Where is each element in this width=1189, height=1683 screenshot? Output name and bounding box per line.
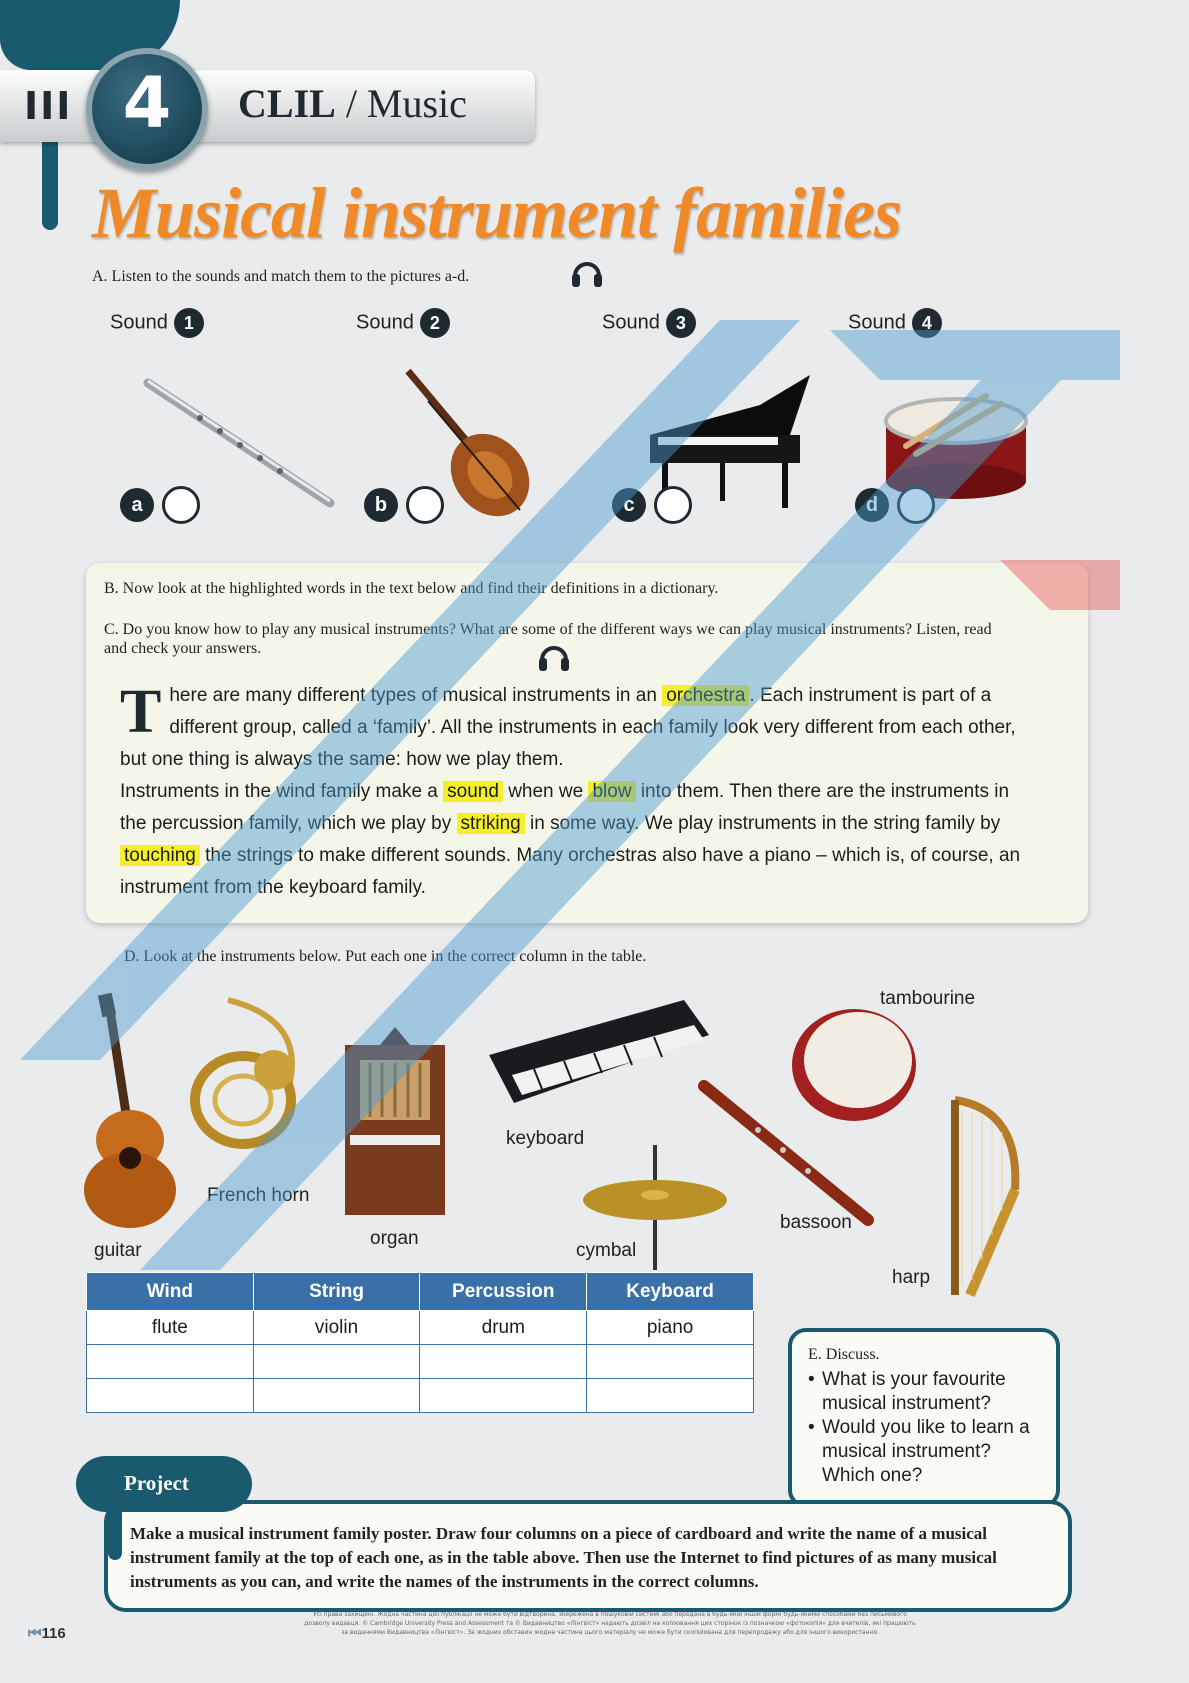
label-french-horn: French horn (207, 1185, 310, 1206)
letter-c: c (612, 488, 646, 522)
copyright-notice: Усі права захищені. Жодна частина цієї публікації не може бути відтворена, збережена в пошуковій системі або передана в будь-якій іншій формі будь-якими способами без письмового дозволу видавця. © Cambridge University Press and Assessment та © Видавництво «Лінгвіст» надають дозвіл на копіювання цих сторінок із позначкою «фотокопія» для вчителів, які працюють за виданнями Видавництва «Лінгвіст». За жодних обставин жодна частина цього матеріалу не може бути скопійована для перепродажу або для іншого використання. (304, 1611, 916, 1636)
label-tambourine: tambourine (880, 988, 976, 1009)
label-guitar: guitar (94, 1240, 142, 1261)
highlight-touching: touching (120, 845, 200, 866)
letter-b: b (364, 488, 398, 522)
keyboard-image (484, 995, 714, 1115)
project-text: Make a musical instrument family poster. Draw four columns on a piece of cardboard and write the name of a musical instrument family at the top of each one, as in the table above. Then use the Internet to find pictures of as many musical instruments as you can, and write the names of the instruments in the correct columns. (130, 1524, 997, 1591)
header-keyboard: Keyboard (587, 1273, 754, 1311)
headphones-icon[interactable] (537, 640, 571, 674)
section-title-bold: CLIL (238, 81, 336, 126)
reading-text (120, 680, 1040, 904)
discuss-title: E. Discuss. (808, 1346, 880, 1363)
unit-roman-numeral: III (24, 84, 73, 128)
table-cell[interactable] (87, 1379, 254, 1413)
sound-4-label: Sound 4 (848, 308, 942, 338)
label-organ: organ (370, 1228, 419, 1249)
guitar-image (72, 990, 182, 1230)
sound-2-number: 2 (420, 308, 450, 338)
headphones-icon[interactable] (570, 256, 604, 290)
answer-box-a[interactable] (162, 486, 200, 524)
unit-number: 4 (122, 62, 172, 144)
header-percussion: Percussion (420, 1273, 587, 1311)
label-bassoon: bassoon (780, 1212, 852, 1233)
table-cell[interactable] (253, 1379, 420, 1413)
drop-cap: T (120, 678, 162, 746)
instruction-d: D. Look at the instruments below. Put each one in the correct column in the table. (124, 948, 647, 965)
table-cell[interactable] (587, 1345, 754, 1379)
letter-a: a (120, 488, 154, 522)
table-row[interactable] (87, 1379, 754, 1413)
organ-image (340, 1025, 450, 1220)
instruction-c: C. Do you know how to play any musical instruments? What are some of the different ways we can play musical instruments? Listen, read and check your answers. (104, 621, 992, 657)
table-header-row (87, 1273, 754, 1311)
highlight-blow: blow (588, 781, 635, 802)
table-cell[interactable] (253, 1345, 420, 1379)
harp-image (940, 1090, 1030, 1310)
sound-2-label: Sound 2 (356, 308, 450, 338)
project-tag-trunk (108, 1500, 122, 1560)
reading-paragraph-1: There are many different types of musical instruments in an orchestra . Each instrument is part of a different group, called a ‘family’. All the instruments in each family look very different from each other, but one thing is always the same: how we play them. (120, 678, 1016, 770)
label-harp: harp (892, 1267, 931, 1288)
table-cell: drum (420, 1311, 587, 1345)
table-cell[interactable] (420, 1379, 587, 1413)
instruction-b: B. Now look at the highlighted words in the text below and find their definitions in a dictionary. (104, 580, 719, 597)
sound-1-label: Sound 1 (110, 308, 204, 338)
header-wind: Wind (87, 1273, 254, 1311)
section-title (238, 80, 467, 127)
highlight-sound: sound (443, 781, 503, 802)
table-row (87, 1311, 754, 1345)
sound-3-label: Sound 3 (602, 308, 696, 338)
highlight-orchestra: orchestra (662, 685, 749, 706)
table-cell[interactable] (420, 1345, 587, 1379)
discuss-item: • Would you like to learn a musical instrument? Which one? (808, 1416, 1040, 1488)
table-cell[interactable] (587, 1379, 754, 1413)
answer-box-c[interactable] (654, 486, 692, 524)
page-back-icon: ⏮ (28, 1625, 42, 1642)
discuss-item: • What is your favourite musical instrument? (808, 1368, 1040, 1416)
label-cymbal: cymbal (576, 1240, 637, 1261)
table-cell: violin (253, 1311, 420, 1345)
table-row[interactable] (87, 1345, 754, 1379)
page-number: ⏮116 (28, 1625, 66, 1642)
page-title: Musical instrument families (92, 173, 902, 253)
instrument-family-table (86, 1272, 754, 1413)
discuss-list (808, 1368, 1040, 1488)
sound-1-number: 1 (174, 308, 204, 338)
sound-4-number: 4 (912, 308, 942, 338)
table-cell: piano (587, 1311, 754, 1345)
section-title-rest: / Music (335, 81, 467, 126)
label-keyboard: keyboard (506, 1128, 585, 1149)
highlight-striking: striking (457, 813, 525, 834)
answer-box-d[interactable] (897, 486, 935, 524)
drum-image (876, 376, 1036, 506)
answer-box-b[interactable] (406, 486, 444, 524)
discuss-box (788, 1328, 1060, 1508)
letter-d: d (855, 488, 889, 522)
header-string: String (253, 1273, 420, 1311)
project-label: Project (124, 1471, 189, 1495)
sound-3-number: 3 (666, 308, 696, 338)
table-cell: flute (87, 1311, 254, 1345)
table-cell[interactable] (87, 1345, 254, 1379)
french-horn-image (188, 990, 318, 1180)
reading-paragraph-2: Instruments in the wind family make a sound when we blow into them. Then there are the instruments in the percussion family, which we play by striking in some way. We play instruments in the string family by touching the strings to make different sounds. Many orchestras also have a piano – which is, of course, an instrument from the keyboard family. (120, 781, 1021, 898)
instruction-a: A. Listen to the sounds and match them to the pictures a-d. (92, 268, 470, 285)
